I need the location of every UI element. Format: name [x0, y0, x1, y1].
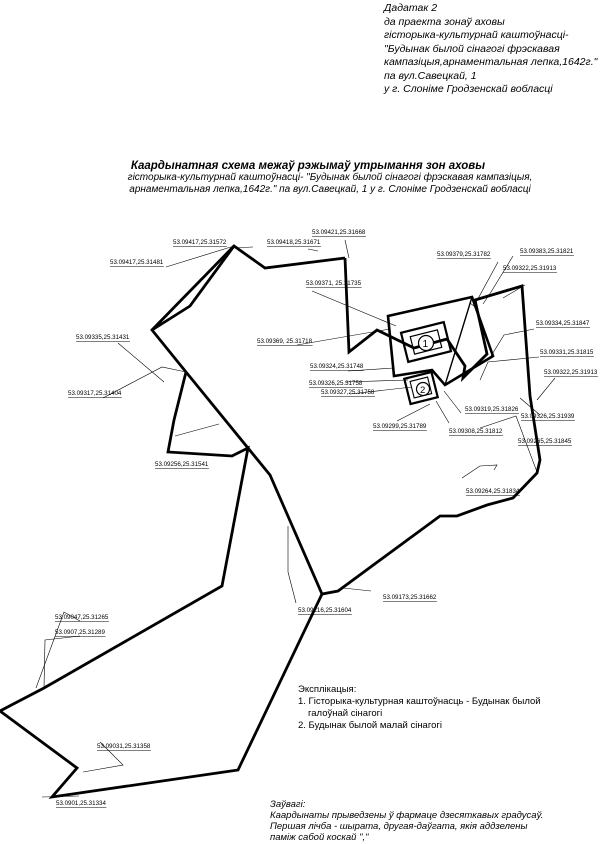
appendix-line: па вул.Савецкай, 1: [384, 69, 477, 82]
building-main-synagogue: [401, 322, 451, 362]
coord-label: 53.09331,25.31815: [540, 349, 594, 356]
legend: [298, 684, 541, 732]
coord-label: 53.09047,25.31265: [55, 614, 109, 621]
protection-zone-boundary-south: [0, 372, 322, 797]
note-title: Заўвагі:: [270, 799, 306, 810]
appendix-line: у г. Слоніме Гродзенскай вобласці: [384, 83, 553, 95]
appendix-line: Дадатак 2: [384, 2, 438, 14]
appendix-line: кампазіцыя,арнаментальная лепка,1642г.": [384, 56, 598, 68]
coord-label: 53.09265,25.31845: [518, 438, 572, 445]
coord-label: 53.09317,25.31404: [68, 390, 122, 397]
coord-label: 53.09216,25.31604: [298, 607, 352, 614]
coord-label: 53.09326,25.31939: [521, 413, 575, 420]
coord-label: 53.09256,25.31541: [155, 461, 209, 468]
coord-label: 53.0907,25.31289: [55, 629, 105, 636]
note-line: паміж сабой коскай ",": [270, 832, 369, 843]
legend-item: 1. Гісторыка-культурная каштоўнасць - Будынак былой: [298, 696, 541, 707]
coord-label: 53.09379,25.31782: [437, 251, 491, 258]
coord-label: 53.09031,25.31358: [97, 743, 151, 750]
coord-label: 53.09308,25.31812: [449, 428, 503, 435]
coord-label: 53.09264,25.31834: [466, 488, 520, 495]
appendix-line: гісторыка-культурнай каштоўнасці-: [384, 29, 569, 41]
coord-label: 53.09319,25.31826: [465, 406, 519, 413]
coord-label: 53.09371, 25.31735: [306, 280, 362, 287]
coord-label: 53.09369, 25.31718: [257, 338, 313, 345]
legend-item: 2. Будынак былой малай сінагогі: [298, 720, 442, 731]
legend-title: Эксплікацыя:: [298, 684, 357, 695]
appendix-line: да праекта зонаў аховы: [384, 15, 505, 28]
marker-2-label: 2: [420, 385, 426, 396]
coord-label: 53.09299,25.31789: [373, 423, 427, 430]
coord-label: 53.09334,25.31847: [536, 320, 590, 327]
note-line: Каардынаты прыведзены ў фармаце дзесяткавых градусаў.: [270, 810, 544, 821]
scheme-title: Каардынатная схема межаў рэжымаў утрымання зон аховы: [130, 160, 486, 172]
building-small-synagogue: [404, 372, 437, 404]
marker-1-label: 1: [422, 339, 429, 350]
appendix-line: "Будынак былой сінагогі фрэскавая: [384, 42, 560, 55]
coord-label: 53.09383,25.31821: [520, 248, 574, 255]
coord-label: 53.09327,25.31758: [321, 389, 375, 396]
coord-label: 53.09326,25.31758: [309, 380, 363, 387]
coord-label: 53.09324,25.31748: [310, 363, 364, 370]
legend-item: галоўнай сінагогі: [308, 708, 383, 719]
coord-label: 53.0901,25.31334: [56, 800, 106, 807]
coord-label: 53.09417,25.31572: [173, 239, 227, 246]
coord-label: 53.09335,25.31431: [76, 334, 130, 341]
coord-label: 53.09418,25.31671: [267, 239, 321, 246]
coord-label: 53.09322,25.31913: [503, 265, 557, 272]
coord-label: 53.09322,25.31913: [544, 369, 598, 376]
note-block: [270, 799, 543, 843]
coord-label: 53.09173,25.31662: [383, 594, 437, 601]
coord-label: 53.09417,25.31481: [110, 259, 164, 266]
subtitle-line: гісторыка-культурнай каштоўнасці- "Будынак былой сінагогі фрэскавая кампазіцыя,: [127, 172, 533, 183]
coord-label: 53.09421,25.31668: [312, 229, 366, 236]
protection-zone-boundary: [152, 246, 540, 594]
note-line: Першая лічба - шырата, другая-даўгата, якія аддзелены: [270, 821, 528, 832]
subtitle-line: арнаментальная лепка,1642г." па вул.Савецкай, 1 у г. Слоніме Гродзенскай вобласці: [129, 184, 531, 195]
